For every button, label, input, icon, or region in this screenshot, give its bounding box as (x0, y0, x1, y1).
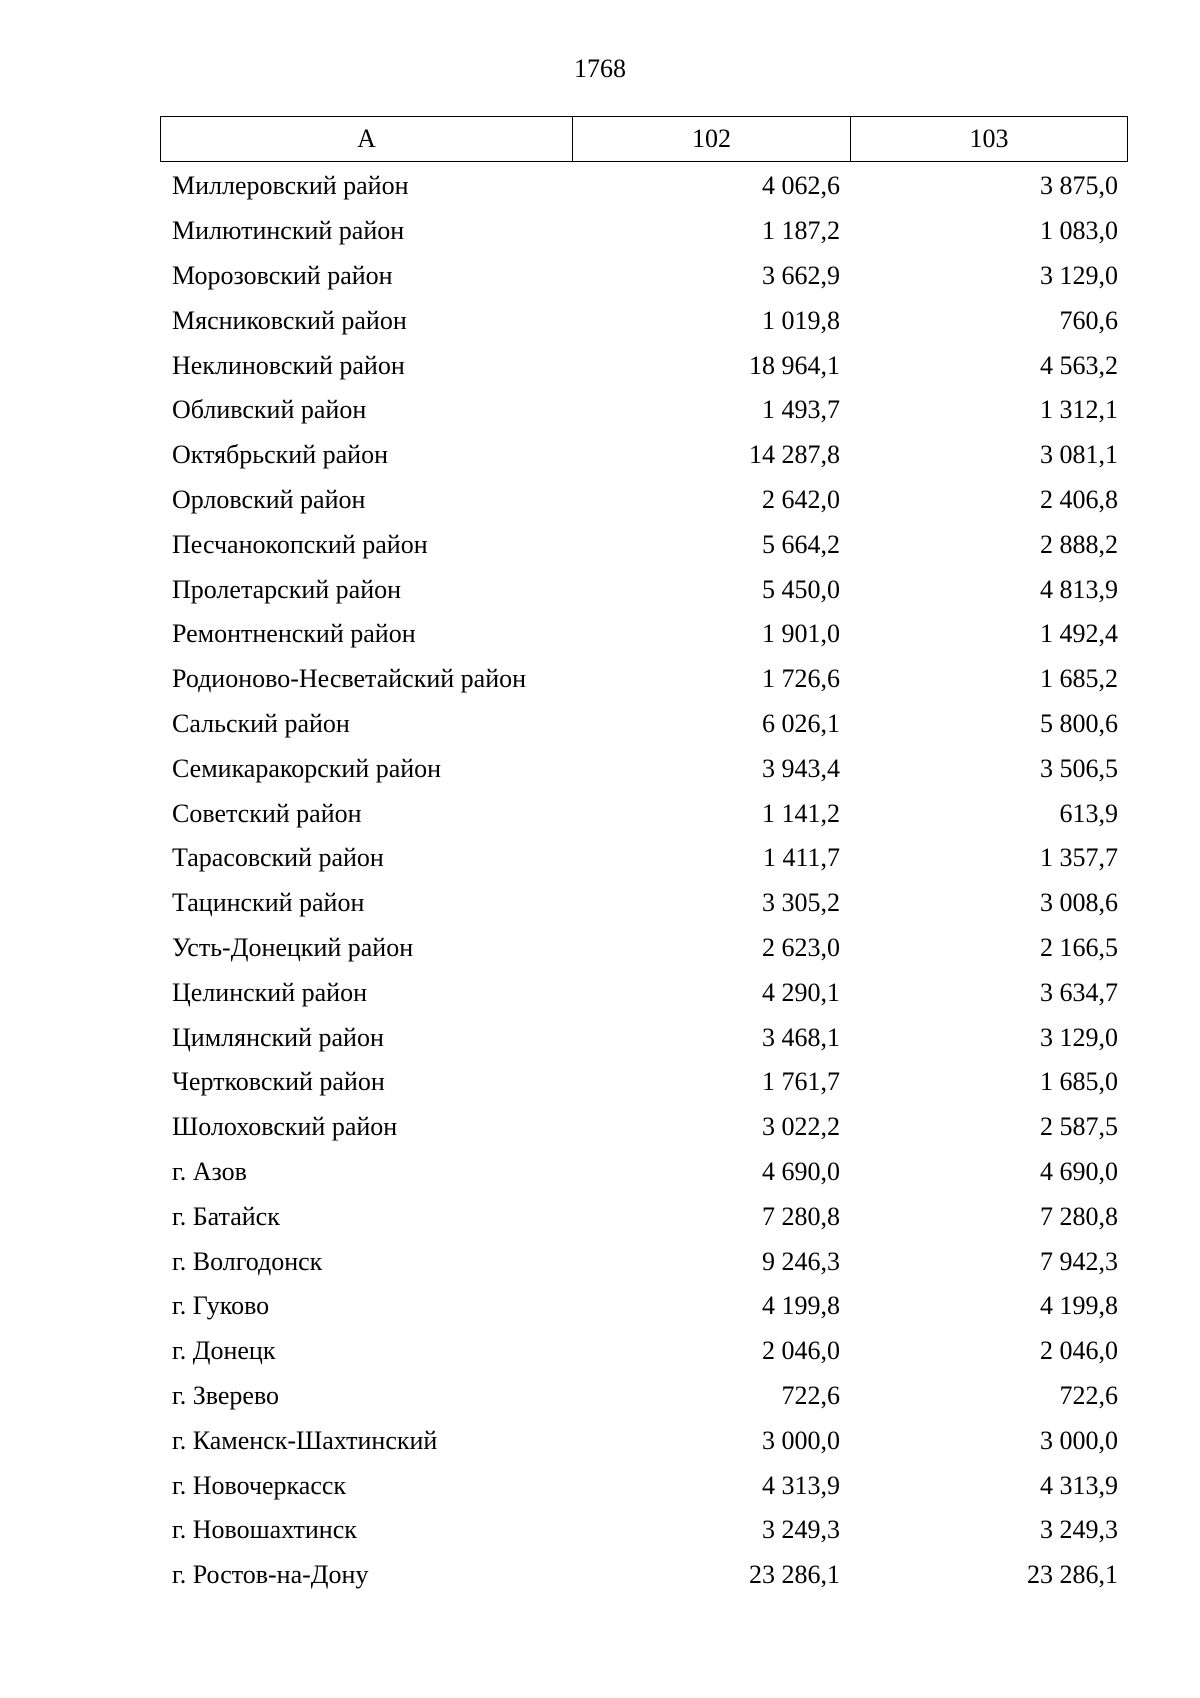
row-value-103: 3 249,3 (1040, 1515, 1118, 1545)
row-name: Ремонтненский район (172, 619, 416, 649)
table-row (160, 343, 1128, 388)
row-name: Мясниковский район (172, 305, 407, 335)
row-value-102: 5 664,2 (762, 529, 840, 559)
table-row (160, 970, 1128, 1015)
table-row (160, 791, 1128, 836)
row-name: Неклиновский район (172, 350, 405, 380)
row-value-102: 3 000,0 (762, 1425, 840, 1455)
row-name: г. Каменск-Шахтинский (172, 1425, 438, 1455)
table-row (160, 612, 1128, 657)
row-value-103: 2 587,5 (1040, 1112, 1118, 1142)
row-value-102: 4 199,8 (762, 1291, 840, 1321)
row-value-102: 23 286,1 (749, 1560, 840, 1590)
table-row (160, 1463, 1128, 1508)
row-value-102: 18 964,1 (749, 350, 840, 380)
table-row (160, 881, 1128, 926)
row-name: г. Зверево (172, 1380, 280, 1410)
row-value-103: 1 357,7 (1040, 843, 1118, 873)
row-name: Морозовский район (172, 260, 393, 290)
row-name: Тарасовский район (172, 843, 384, 873)
row-value-103: 613,9 (1059, 798, 1118, 828)
table-row (160, 1374, 1128, 1419)
row-value-103: 2 046,0 (1040, 1336, 1118, 1366)
table-row (160, 702, 1128, 747)
row-name: Тацинский район (172, 888, 365, 918)
row-value-103: 1 685,2 (1040, 664, 1118, 694)
table-row (160, 478, 1128, 523)
row-name: г. Донецк (172, 1336, 276, 1366)
row-name: Советский район (172, 798, 362, 828)
row-value-103: 4 313,9 (1040, 1470, 1118, 1500)
row-name: Чертковский район (172, 1067, 385, 1097)
row-name: Обливский район (172, 395, 367, 425)
row-value-103: 722,6 (1059, 1380, 1118, 1410)
row-value-103: 1 685,0 (1040, 1067, 1118, 1097)
row-name: г. Волгодонск (172, 1246, 323, 1276)
row-value-103: 3 081,1 (1040, 440, 1118, 470)
row-name: Октябрьский район (172, 440, 388, 470)
row-value-102: 1 187,2 (762, 216, 840, 246)
row-value-103: 7 280,8 (1040, 1201, 1118, 1231)
table-row (160, 1418, 1128, 1463)
row-name: Семикаракорский район (172, 753, 442, 783)
row-name: г. Азов (172, 1156, 247, 1186)
row-value-103: 3 875,0 (1040, 171, 1118, 201)
row-name: Пролетарский район (172, 574, 402, 604)
table-body (160, 164, 1128, 1598)
row-value-102: 9 246,3 (762, 1246, 840, 1276)
table-row (160, 1553, 1128, 1598)
row-value-103: 7 942,3 (1040, 1246, 1118, 1276)
table-row (160, 1105, 1128, 1150)
row-value-103: 1 312,1 (1040, 395, 1118, 425)
row-name: Шолоховский район (172, 1112, 398, 1142)
table-row (160, 567, 1128, 612)
table-row (160, 1194, 1128, 1239)
row-value-102: 4 290,1 (762, 977, 840, 1007)
row-value-103: 2 166,5 (1040, 932, 1118, 962)
table-row (160, 746, 1128, 791)
row-name: г. Гуково (172, 1291, 270, 1321)
row-value-102: 1 761,7 (762, 1067, 840, 1097)
row-name: Миллеровский район (172, 171, 409, 201)
row-value-102: 1 019,8 (762, 305, 840, 335)
row-value-103: 4 813,9 (1040, 574, 1118, 604)
table-row (160, 254, 1128, 299)
table-row (160, 836, 1128, 881)
table-row (160, 1284, 1128, 1329)
row-value-102: 4 690,0 (762, 1156, 840, 1186)
row-value-102: 1 901,0 (762, 619, 840, 649)
row-value-102: 3 468,1 (762, 1022, 840, 1052)
row-value-103: 5 800,6 (1040, 708, 1118, 738)
row-value-102: 3 022,2 (762, 1112, 840, 1142)
table-row (160, 1508, 1128, 1553)
table-row (160, 209, 1128, 254)
header-column-103: 103 (969, 124, 1009, 153)
table-row (160, 1015, 1128, 1060)
row-value-103: 23 286,1 (1027, 1560, 1118, 1590)
row-name: Усть-Донецкий район (172, 932, 414, 962)
row-name: Родионово-Несветайский район (172, 664, 527, 694)
row-value-103: 1 492,4 (1040, 619, 1118, 649)
page-number: 1768 (574, 54, 626, 83)
row-value-103: 3 129,0 (1040, 260, 1118, 290)
row-value-102: 7 280,8 (762, 1201, 840, 1231)
row-value-102: 4 313,9 (762, 1470, 840, 1500)
row-value-103: 2 888,2 (1040, 529, 1118, 559)
row-value-102: 722,6 (781, 1380, 840, 1410)
row-value-102: 6 026,1 (762, 708, 840, 738)
row-value-103: 3 000,0 (1040, 1425, 1118, 1455)
row-name: Орловский район (172, 484, 366, 514)
row-name: г. Ростов-на-Дону (172, 1560, 369, 1590)
row-name: Милютинский район (172, 216, 405, 246)
row-value-102: 3 662,9 (762, 260, 840, 290)
row-value-102: 14 287,8 (749, 440, 840, 470)
table-header (160, 116, 1128, 162)
table-row (160, 1060, 1128, 1105)
table-row (160, 388, 1128, 433)
table-row (160, 1150, 1128, 1195)
row-value-102: 2 623,0 (762, 932, 840, 962)
row-name: Целинский район (172, 977, 367, 1007)
row-value-103: 4 690,0 (1040, 1156, 1118, 1186)
row-name: г. Новошахтинск (172, 1515, 357, 1545)
header-column-a: А (161, 117, 573, 161)
table-row (160, 433, 1128, 478)
table-row (160, 1239, 1128, 1284)
row-value-102: 2 642,0 (762, 484, 840, 514)
row-value-102: 5 450,0 (762, 574, 840, 604)
header-column-102: 102 (573, 117, 851, 161)
table-row (160, 298, 1128, 343)
row-value-103: 4 199,8 (1040, 1291, 1118, 1321)
row-name: г. Батайск (172, 1201, 280, 1231)
row-value-103: 2 406,8 (1040, 484, 1118, 514)
row-value-102: 1 493,7 (762, 395, 840, 425)
table-row (160, 522, 1128, 567)
row-name: Песчанокопский район (172, 529, 428, 559)
row-value-102: 1 411,7 (762, 843, 840, 873)
row-name: Цимлянский район (172, 1022, 384, 1052)
row-value-102: 4 062,6 (762, 171, 840, 201)
row-value-102: 3 305,2 (762, 888, 840, 918)
table-row (160, 1329, 1128, 1374)
row-value-103: 760,6 (1059, 305, 1118, 335)
table-row (160, 164, 1128, 209)
row-value-103: 3 634,7 (1040, 977, 1118, 1007)
row-value-103: 3 008,6 (1040, 888, 1118, 918)
row-value-102: 2 046,0 (762, 1336, 840, 1366)
row-name: Сальский район (172, 708, 350, 738)
table-row (160, 657, 1128, 702)
row-value-102: 1 141,2 (762, 798, 840, 828)
row-value-102: 3 249,3 (762, 1515, 840, 1545)
row-value-102: 3 943,4 (762, 753, 840, 783)
row-name: г. Новочеркасск (172, 1470, 347, 1500)
row-value-102: 1 726,6 (762, 664, 840, 694)
row-value-103: 3 129,0 (1040, 1022, 1118, 1052)
row-value-103: 1 083,0 (1040, 216, 1118, 246)
table-row (160, 926, 1128, 971)
row-value-103: 3 506,5 (1040, 753, 1118, 783)
row-value-103: 4 563,2 (1040, 350, 1118, 380)
